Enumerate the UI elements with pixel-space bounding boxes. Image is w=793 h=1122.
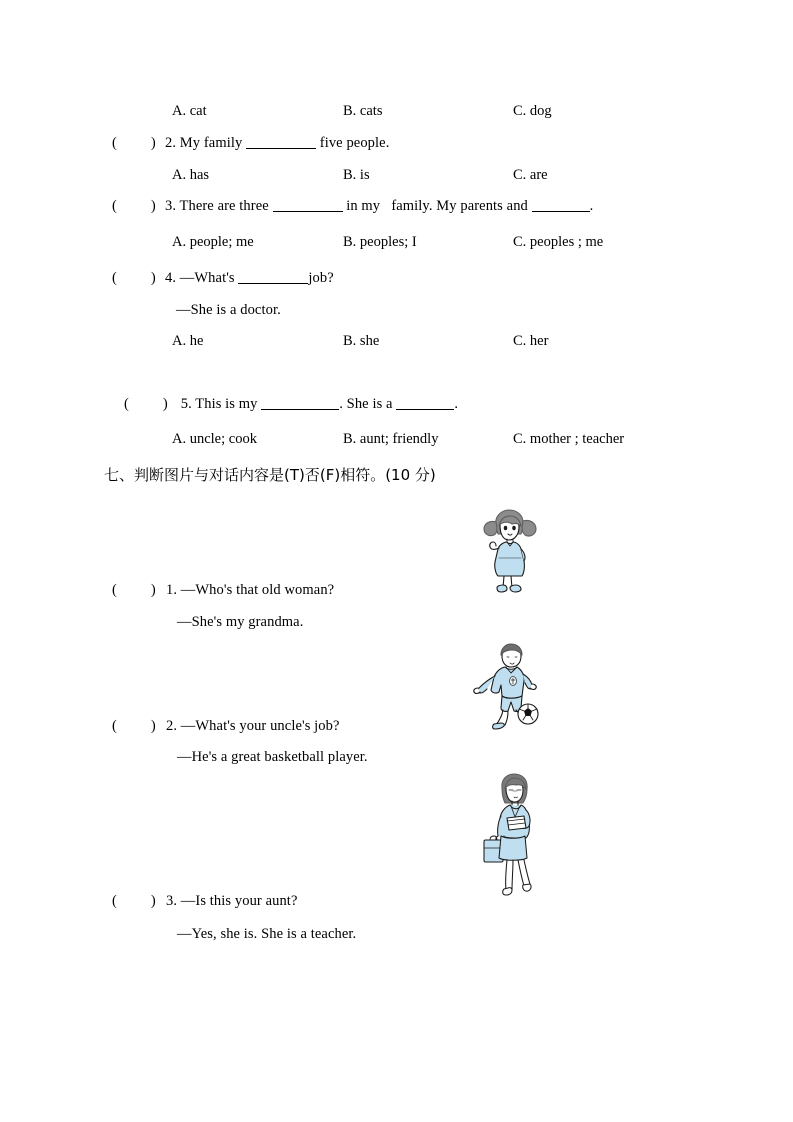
bracket-close: ) [150, 893, 156, 909]
bracket-open: ( [112, 135, 117, 151]
answer-bracket-q5[interactable] [124, 397, 168, 412]
question-stem-q4 [165, 271, 334, 286]
stem-text: 5. This is my [177, 396, 262, 412]
question-line-s7q3: 3. —Is this your aunt? [166, 893, 298, 909]
bracket-open: ( [124, 396, 129, 412]
section-seven-heading: 七、判断图片与对话内容是(T)否(F)相符。(10 分) [104, 466, 436, 484]
question-line-s7q1: 1. —Who's that old woman? [166, 582, 335, 598]
bracket-close: ) [150, 135, 156, 151]
answer-bracket-q3[interactable] [112, 199, 156, 214]
answer-blank[interactable] [273, 200, 343, 212]
stem-text: 3. There are three [165, 198, 273, 214]
answer-blank-2[interactable] [396, 398, 454, 410]
option-q2-c[interactable]: C. are [513, 167, 548, 183]
option-q2-b[interactable]: B. is [343, 167, 370, 183]
answer-bracket-q2[interactable] [112, 136, 156, 151]
stem-text-tail: job? [308, 270, 334, 286]
soccer-player-illustration [472, 643, 548, 731]
option-q3-a[interactable]: A. people; me [172, 234, 254, 250]
girl-with-pigtails-illustration [478, 508, 540, 600]
question-stem-q5 [177, 397, 458, 412]
question-line-s7q2: 2. —What's your uncle's job? [166, 718, 340, 734]
option-q4-a[interactable]: A. he [172, 333, 204, 349]
bracket-open: ( [112, 270, 117, 286]
option-q5-b[interactable]: B. aunt; friendly [343, 431, 439, 447]
stem-text: 2. My family [165, 135, 247, 151]
stem-text: 4. —What's [165, 270, 239, 286]
option-q4-b[interactable]: B. she [343, 333, 380, 349]
stem-text-tail: five people. [316, 135, 390, 151]
stem-text-tail: . [589, 198, 594, 214]
bracket-open: ( [112, 198, 117, 214]
question-answer-line-q4: —She is a doctor. [176, 302, 281, 318]
option-q1-a[interactable]: A. cat [172, 103, 207, 119]
bracket-close: ) [162, 396, 168, 412]
answer-line-s7q3: —Yes, she is. She is a teacher. [177, 926, 357, 942]
option-q3-b[interactable]: B. peoples; I [343, 234, 417, 250]
answer-blank[interactable] [261, 398, 339, 410]
option-q5-a[interactable]: A. uncle; cook [172, 431, 257, 447]
option-q1-b[interactable]: B. cats [343, 103, 383, 119]
answer-bracket-q4[interactable] [112, 271, 156, 286]
bracket-open: ( [112, 893, 117, 909]
option-q4-c[interactable]: C. her [513, 333, 549, 349]
stem-text-tail: . [454, 396, 459, 412]
option-q2-a[interactable]: A. has [172, 167, 210, 183]
answer-line-s7q2: —He's a great basketball player. [177, 749, 368, 765]
answer-blank[interactable] [238, 272, 308, 284]
option-q5-c[interactable]: C. mother ; teacher [513, 431, 625, 447]
bracket-close: ) [150, 718, 156, 734]
answer-blank-2[interactable] [532, 200, 590, 212]
businesswoman-teacher-illustration [480, 772, 548, 900]
bracket-close: ) [150, 582, 156, 598]
answer-bracket-s7q3[interactable] [112, 894, 156, 909]
answer-bracket-s7q1[interactable] [112, 583, 156, 598]
bracket-open: ( [112, 582, 117, 598]
answer-line-s7q1: —She's my grandma. [177, 614, 304, 630]
question-stem-q3 [165, 199, 593, 214]
bracket-close: ) [150, 270, 156, 286]
answer-blank[interactable] [246, 137, 316, 149]
bracket-close: ) [150, 198, 156, 214]
question-stem-q2 [165, 136, 389, 151]
bracket-open: ( [112, 718, 117, 734]
stem-text-middle: in my family. My parents and [342, 198, 532, 214]
stem-text-middle: . She is a [339, 396, 397, 412]
option-q1-c[interactable]: C. dog [513, 103, 552, 119]
answer-bracket-s7q2[interactable] [112, 719, 156, 734]
option-q3-c[interactable]: C. peoples ; me [513, 234, 604, 250]
